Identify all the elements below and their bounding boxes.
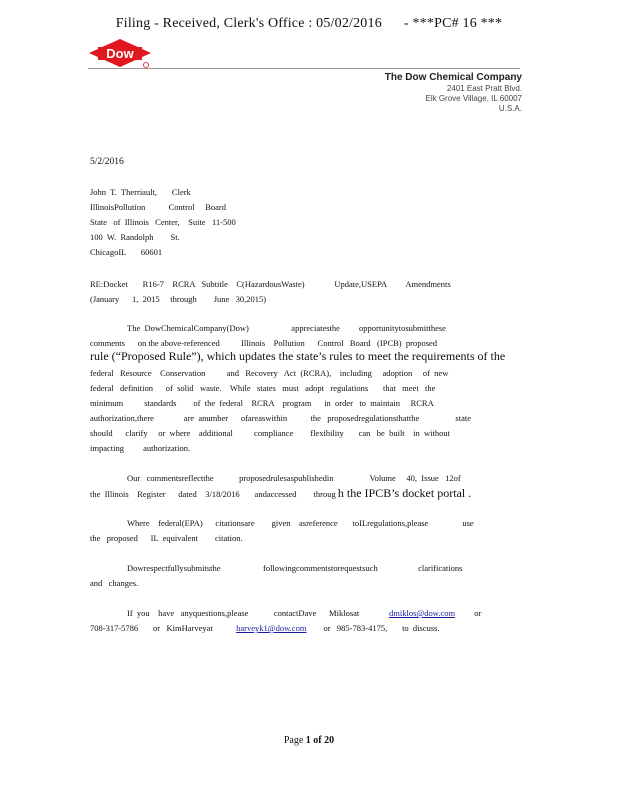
address-line-2: IllinoisPollution Control Board [90, 202, 227, 212]
filing-received-text: Filing - Received, Clerk's Office : 05/02/2016 [115, 16, 382, 31]
para1-line-3: rule (“Proposed Rule”), which updates the state’s rules to meet the requirements of the [90, 349, 506, 363]
para1-line-6: minimum standards of the federal RCRA program in order to maintain RCRA [90, 398, 434, 408]
para5-line-2-start: 708-317-5786 or KimHarveyat [90, 623, 213, 633]
company-country: U.S.A. [498, 104, 522, 113]
company-city: Elk Grove Village, IL 60007 [425, 94, 522, 103]
pc-number: - ***PC# 16 *** [403, 16, 503, 31]
para5-line-1-end: or [474, 608, 482, 618]
para1-line-1: The DowChemicalCompany(Dow) appreciatesthe opportunitytosubmitthese [127, 323, 446, 333]
re-line-2: (January 1, 2015 through June 30,2015) [90, 294, 267, 304]
para3-line-1: Where federal(EPA) citationsare given asreference toILregulations,please use [127, 518, 474, 528]
address-line-4: 100 W. Randolph St. [90, 232, 180, 242]
company-address-block [385, 72, 522, 114]
para5-line-1-text: If you have anyquestions,please contactDave Miklosat [127, 608, 360, 618]
para2-line-2-portal: h the IPCB’s docket portal . [337, 486, 472, 500]
page-label: Page [283, 735, 304, 746]
header-divider [88, 68, 520, 69]
para3-line-2: the proposed IL equivalent citation. [90, 533, 243, 543]
para5-line-2 [90, 621, 440, 635]
para2-line-1: Our commentsreflectthe proposedrulesaspublishedin Volume 40, Issue 12of [127, 473, 461, 483]
email-link-miklos[interactable]: dmiklos@dow.com [389, 608, 456, 618]
company-street: 2401 East Pratt Blvd. [446, 84, 522, 93]
para5-line-2-end: or 985-783-4175, to discuss. [323, 623, 440, 633]
para2-line-2-text: the Illinois Register dated 3/18/2016 andaccessed throug [90, 489, 336, 499]
para1-line-2: comments on the above-referenced Illinois Pollution Control Board (IPCB) proposed [90, 338, 438, 348]
para1-line-4: federal Resource Conservation and Recovery Act (RCRA), including adoption of new [90, 368, 449, 378]
company-name: The Dow Chemical Company [384, 72, 522, 83]
page-footer [0, 735, 618, 746]
para4-line-2: and changes. [90, 578, 139, 588]
para4-line-1: Dowrespectfullysubmitsthe followingcommentstorequestsuch clarifications [127, 563, 463, 573]
re-line-1: RE:Docket R16-7 RCRA Subtitle C(HazardousWaste) Update,USEPA Amendments [90, 279, 451, 289]
address-line-3: State of Illinois Center, Suite 11-500 [90, 217, 236, 227]
page-number: 1 of 20 [305, 735, 335, 746]
para1-line-8: should clarify or where additional compliance flexibility can be built in without [90, 428, 450, 438]
dow-logo-text: Dow [106, 46, 134, 61]
para5-line-1 [127, 606, 481, 620]
filing-header [0, 16, 618, 32]
dow-logo [88, 38, 152, 70]
para1-line-9: impacting authorization. [90, 443, 191, 453]
para1-line-5: federal definition of solid waste. While states must adopt regulations that meet the [90, 383, 436, 393]
email-link-harvey[interactable]: harveyk1@dow.com [236, 623, 307, 633]
address-line-5: ChicagoIL 60601 [90, 247, 163, 257]
para1-line-7: authorization,there are anumber ofareaswithin the proposedregulationsthatthe state [90, 413, 471, 423]
para2-line-2 [90, 486, 471, 501]
letter-date: 5/2/2016 [90, 157, 124, 167]
address-line-1: John T. Therriault, Clerk [90, 187, 191, 197]
